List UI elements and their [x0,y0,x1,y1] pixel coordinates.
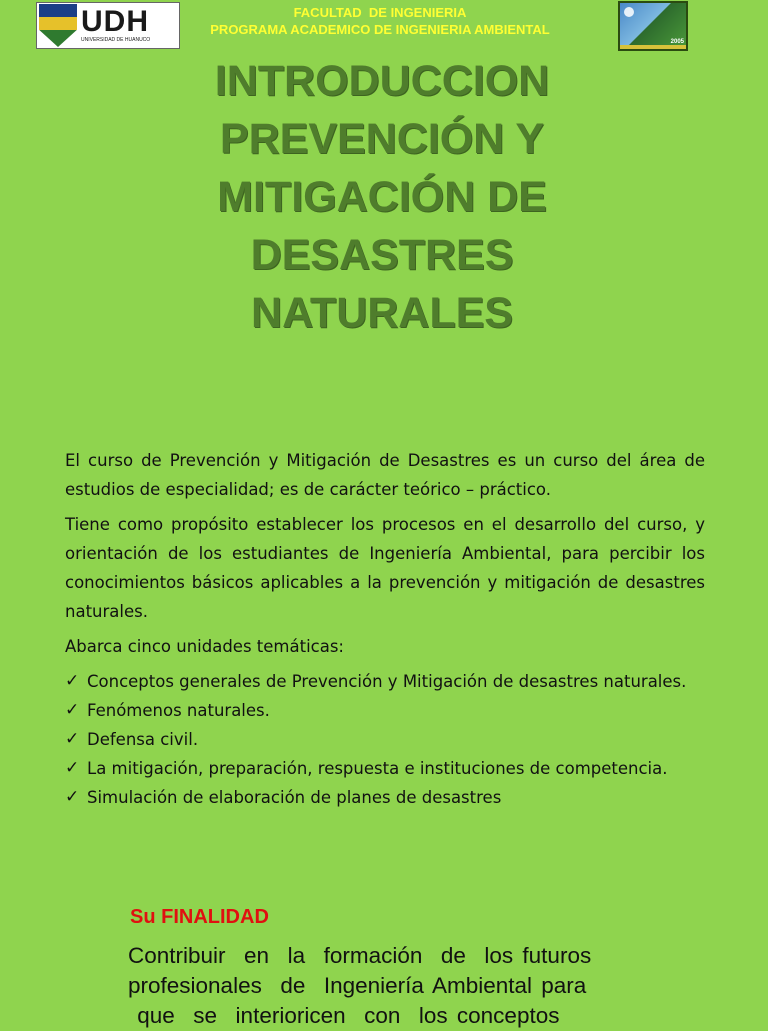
title-line: MITIGACIÓN DE [217,173,547,221]
checkmark-icon: ✓ [65,787,80,807]
list-item [65,725,705,754]
finalidad-paragraph [128,941,632,1031]
finalidad-heading-prefix: Su [130,906,156,928]
checkmark-icon: ✓ [65,758,80,778]
header-titles [180,4,580,38]
shield-icon [39,4,77,47]
program-name: PROGRAMA ACADEMICO DE INGENIERIA AMBIENTAL [210,22,550,37]
checkmark-icon: ✓ [65,729,80,749]
page-header [0,0,768,50]
udh-logo-subtext: UNIVERSIDAD DE HUANUCO [81,37,151,43]
environmental-engineering-logo [618,1,688,51]
logo-caption-strip [620,45,686,49]
finalidad-line: que se interioricen con los conceptos [128,1003,560,1028]
course-description [65,446,705,812]
title-line: PREVENCIÓN Y [219,115,545,163]
title-line: DESASTRES [250,231,514,279]
page-title [130,52,634,342]
finalidad-heading [130,906,269,929]
intro-paragraph: El curso de Prevención y Mitigación de Desastres es un curso del área de estudios de especialidad; es de carácter teórico – práctico. [65,451,705,499]
checkmark-icon: ✓ [65,700,80,720]
unit-label: Fenómenos naturales. [87,701,270,720]
udh-logo-text: UDH [81,5,149,38]
unit-label: Conceptos generales de Prevención y Mitigación de desastres naturales. [87,672,687,691]
finalidad-heading-main: FINALIDAD [161,906,269,928]
title-line: INTRODUCCION [214,57,550,105]
udh-logo [36,2,180,49]
finalidad-line: Contribuir en la formación de los futuros [128,943,592,968]
list-item [65,667,705,696]
units-heading: Abarca cinco unidades temáticas: [65,637,344,656]
unit-label: Simulación de elaboración de planes de desastres [87,788,502,807]
list-item [65,783,705,812]
logo-year-badge: 2005 [670,39,684,45]
purpose-paragraph: Tiene como propósito establecer los procesos en el desarrollo del curso, y orientación de los estudiantes de Ingeniería Ambiental, para percibir los conocimientos básicos aplicables a la prevención y mitigación de desastres naturales. [65,515,705,621]
gear-icon [624,7,634,17]
checkmark-icon: ✓ [65,671,80,691]
finalidad-line: profesionales de Ingeniería Ambiental para [128,973,587,998]
title-line: NATURALES [251,289,513,337]
unit-label: Defensa civil. [87,730,199,749]
faculty-name: FACULTAD DE INGENIERIA [293,5,467,20]
unit-label: La mitigación, preparación, respuesta e instituciones de competencia. [87,759,668,778]
units-list [65,667,705,812]
list-item [65,754,705,783]
list-item [65,696,705,725]
